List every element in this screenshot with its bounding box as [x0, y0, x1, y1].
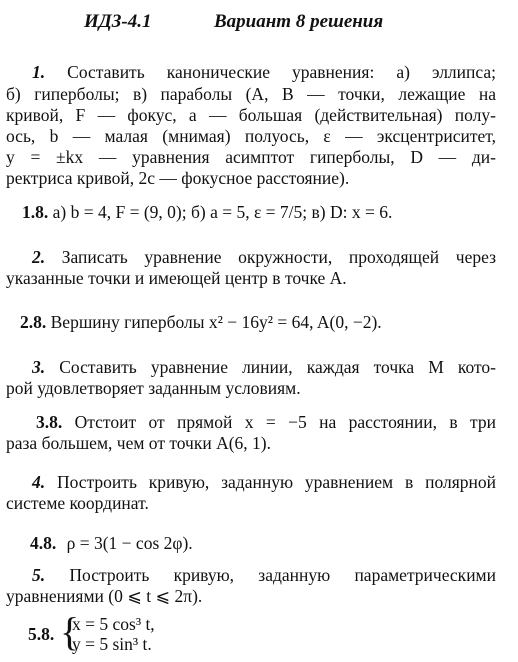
task-5-line-2: уравнениями (0 ⩽ t ⩽ 2π).	[6, 586, 203, 606]
task-1-line-2: б) гиперболы; в) параболы (A, B — точки, лежащие на	[6, 84, 496, 104]
system-eq-2: y = 5 sin³ t.	[72, 634, 152, 654]
item-3-8-text-1: Отстоит от прямой x = −5 на расстоянии, в три	[74, 412, 497, 432]
item-1-8-number: 1.8.	[22, 202, 49, 222]
task-2-number: 2.	[32, 247, 46, 267]
task-1-line-1	[32, 62, 496, 82]
task-3-line-1	[32, 357, 496, 377]
item-2-8-text: Вершину гиперболы x² − 16y² = 64, A(0, −2).	[50, 312, 382, 332]
item-1-8-text: а) b = 4, F = (9, 0); б) a = 5, ε = 7/5; в) D: x = 6.	[52, 202, 393, 222]
task-5-line-1	[32, 565, 496, 585]
task-5-text-1: Построить кривую, заданную параметрическими	[69, 565, 496, 585]
task-3-item-line-1	[36, 412, 496, 432]
system-brace: {	[60, 609, 80, 654]
item-2-8-number: 2.8.	[20, 312, 47, 332]
task-3-number: 3.	[32, 357, 46, 377]
task-3-item-line-2: раза большем, чем от точки A(6, 1).	[6, 433, 272, 453]
system-eq-1: x = 5 cos³ t,	[72, 614, 155, 634]
task-3-line-2: рой удовлетворяет заданным условиям.	[6, 378, 301, 398]
task-2-line-1	[32, 247, 496, 267]
item-3-8-number: 3.8.	[36, 412, 63, 432]
task-1-line-5: y = ±kx — уравнения асимптот гиперболы, D — ди-	[6, 147, 496, 167]
task-2-text-1: Записать уравнение окружности, проходящей через	[61, 247, 496, 267]
item-4-8-number: 4.8.	[30, 533, 57, 553]
task-1-line-4: ось, b — малая (мнимая) полуось, ε — эксцентриситет,	[6, 126, 496, 146]
variant-title: Вариант 8 решения	[214, 11, 384, 32]
task-4-item	[30, 533, 193, 553]
task-1-text-1: Составить канонические уравнения: а) эллипса;	[67, 62, 497, 82]
task-2-line-2: указанные точки и имеющей центр в точке A.	[6, 268, 347, 288]
doc-title: ИДЗ-4.1	[84, 11, 152, 32]
task-1-line-6: ректриса кривой, 2c — фокусное расстояние).	[6, 168, 350, 188]
task-4-line-2: системе координат.	[6, 493, 149, 513]
task-2-item	[20, 312, 382, 332]
task-4-text-1: Построить кривую, заданную уравнением в полярной	[56, 472, 496, 492]
task-3-text-1: Составить уравнение линии, каждая точка M кото-	[59, 357, 497, 377]
task-1-line-3: кривой, F — фокус, a — большая (действительная) полу-	[6, 105, 496, 125]
task-1-item	[22, 202, 392, 222]
task-4-number: 4.	[32, 472, 46, 492]
task-1-number: 1.	[32, 62, 46, 82]
item-4-8-text: ρ = 3(1 − cos 2φ).	[66, 533, 193, 553]
item-5-8-number: 5.8.	[28, 624, 55, 644]
task-5-number: 5.	[32, 565, 46, 585]
task-4-line-1	[32, 472, 496, 492]
